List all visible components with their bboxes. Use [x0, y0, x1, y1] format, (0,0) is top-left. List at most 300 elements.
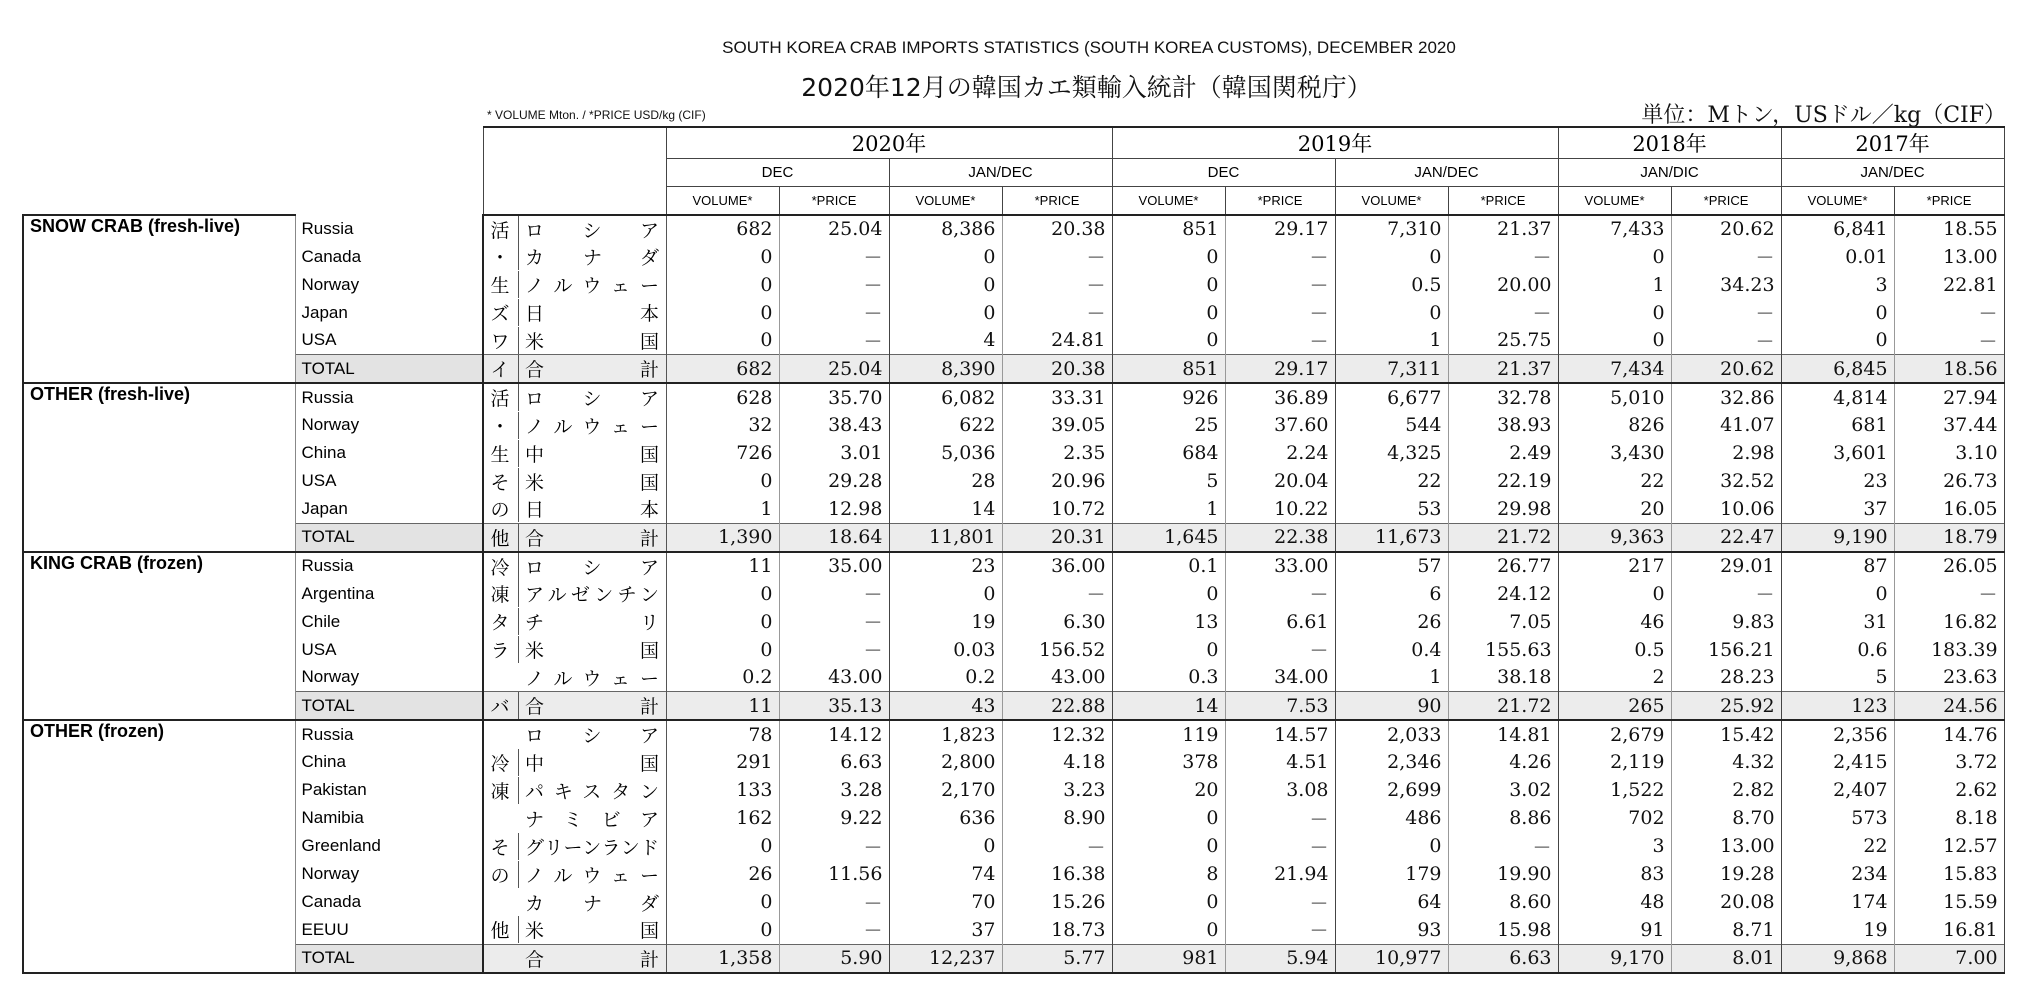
crab-imports-table	[22, 126, 2005, 974]
volume-cell: 0.6	[1781, 636, 1894, 664]
volume-cell: 0	[1112, 804, 1225, 832]
country-name: Canada	[301, 892, 362, 911]
table-body	[23, 215, 2004, 973]
country-name: USA	[301, 471, 337, 490]
volume-cell: 12,237	[889, 944, 1002, 973]
volume-cell: 11,673	[1335, 523, 1448, 552]
period-header: DEC	[666, 159, 889, 187]
jp-category-char: ・	[484, 412, 519, 439]
volume-cell: 0	[1112, 636, 1225, 664]
price-cell: －	[1225, 327, 1335, 355]
volume-cell: 7,434	[1558, 355, 1671, 384]
price-cell: －	[1002, 832, 1112, 860]
volume-cell: 9,190	[1781, 523, 1894, 552]
price-cell: 20.38	[1002, 215, 1112, 243]
price-cell: 34.00	[1225, 664, 1335, 692]
volume-cell: 20	[1558, 495, 1671, 523]
price-cell: 35.13	[779, 692, 889, 721]
price-cell: 2.98	[1671, 439, 1781, 467]
price-cell: 6.61	[1225, 608, 1335, 636]
price-cell: －	[779, 636, 889, 664]
price-cell: 19.90	[1448, 860, 1558, 888]
volume-cell: 1,358	[666, 944, 779, 973]
volume-cell: 5	[1781, 664, 1894, 692]
price-cell: 35.70	[779, 383, 889, 411]
volume-cell: 2,415	[1781, 748, 1894, 776]
jp-label-cell	[483, 327, 666, 355]
price-cell: 12.32	[1002, 720, 1112, 748]
volume-cell: 9,868	[1781, 944, 1894, 973]
table-row	[23, 215, 2004, 243]
jp-country-name: 合計	[525, 359, 659, 381]
volume-cell: 0	[1335, 243, 1448, 271]
price-cell: 37.44	[1894, 411, 2004, 439]
price-cell: 33.31	[1002, 383, 1112, 411]
price-cell: 10.72	[1002, 495, 1112, 523]
volume-cell: 123	[1781, 692, 1894, 721]
price-cell: 6.30	[1002, 608, 1112, 636]
price-cell: 25.04	[779, 215, 889, 243]
volume-cell: 6,082	[889, 383, 1002, 411]
volume-cell: 0.5	[1558, 636, 1671, 664]
jp-label-cell	[483, 355, 666, 384]
jp-label-cell	[483, 636, 666, 664]
metric-header: VOLUME*	[666, 187, 779, 215]
volume-cell: 4	[889, 327, 1002, 355]
volume-cell: 91	[1558, 916, 1671, 944]
total-row	[23, 944, 2004, 973]
period-header: JAN/DIC	[1558, 159, 1781, 187]
volume-cell: 7,310	[1335, 215, 1448, 243]
jp-label-cell	[483, 608, 666, 636]
volume-cell: 1	[1335, 327, 1448, 355]
volume-cell: 0	[1112, 299, 1225, 327]
price-cell: 3.28	[779, 776, 889, 804]
jp-category-char: 凍	[484, 777, 519, 804]
jp-country-name: 中国	[525, 752, 659, 775]
price-cell: 36.00	[1002, 552, 1112, 580]
price-cell: 9.83	[1671, 608, 1781, 636]
year-header-row	[23, 127, 2004, 159]
volume-cell: 7,433	[1558, 215, 1671, 243]
volume-cell: 378	[1112, 748, 1225, 776]
metric-header: *PRICE	[1002, 187, 1112, 215]
volume-cell: 9,170	[1558, 944, 1671, 973]
price-cell: 20.62	[1671, 215, 1781, 243]
price-cell: 12.57	[1894, 832, 2004, 860]
country-name: Russia	[301, 556, 354, 575]
volume-cell: 32	[666, 411, 779, 439]
jp-country-name: ロシア	[525, 219, 659, 242]
country-name: USA	[301, 639, 337, 659]
price-cell: 4.32	[1671, 748, 1781, 776]
price-cell: 7.00	[1894, 944, 2004, 973]
price-cell: 11.56	[779, 860, 889, 888]
volume-cell: 1,823	[889, 720, 1002, 748]
volume-cell: 19	[1781, 916, 1894, 944]
volume-cell: 0.5	[1335, 271, 1448, 299]
jp-category-char: 活	[484, 384, 519, 411]
price-cell: 43.00	[779, 664, 889, 692]
price-cell: 36.89	[1225, 383, 1335, 411]
price-cell: －	[1225, 804, 1335, 832]
volume-cell: 0	[889, 580, 1002, 608]
price-cell: 29.01	[1671, 552, 1781, 580]
volume-cell: 83	[1558, 860, 1671, 888]
jp-category-char: 凍	[484, 580, 519, 607]
price-cell: 43.00	[1002, 664, 1112, 692]
price-cell: 21.72	[1448, 692, 1558, 721]
total-label: TOTAL	[295, 692, 483, 721]
price-cell: 22.47	[1671, 523, 1781, 552]
jp-country-name: 米国	[525, 640, 659, 662]
jp-country-name: チリ	[525, 612, 659, 634]
price-cell: －	[779, 888, 889, 916]
price-cell: －	[1225, 299, 1335, 327]
volume-cell: 0	[889, 243, 1002, 271]
price-cell: 20.08	[1671, 888, 1781, 916]
volume-cell: 5	[1112, 467, 1225, 495]
jp-country-name: カナダ	[525, 247, 659, 269]
price-cell: 15.59	[1894, 888, 2004, 916]
period-header: JAN/DEC	[889, 159, 1112, 187]
table-row	[23, 776, 2004, 804]
year-header-2020: 2020年	[666, 127, 1112, 159]
price-cell: 18.55	[1894, 215, 2004, 243]
volume-cell: 2	[1558, 664, 1671, 692]
volume-cell: 0	[1558, 299, 1671, 327]
jp-country-name: 米国	[525, 471, 659, 494]
table-row	[23, 243, 2004, 271]
price-cell: 8.60	[1448, 888, 1558, 916]
table-row	[23, 299, 2004, 327]
jp-category-char: 冷	[484, 553, 519, 580]
price-cell: 21.37	[1448, 355, 1558, 384]
volume-cell: 8,390	[889, 355, 1002, 384]
jp-category-char: ・	[484, 243, 519, 270]
country-name: Russia	[301, 387, 354, 407]
country-name: Japan	[301, 302, 348, 322]
price-cell: 26.73	[1894, 467, 2004, 495]
volume-cell: 0.2	[889, 664, 1002, 692]
unit-note-jp: 単位：Mトン，USドル／kg（CIF）	[1641, 103, 2006, 128]
volume-cell: 0	[666, 608, 779, 636]
jp-label-cell	[483, 944, 666, 973]
country-name: Canada	[301, 246, 362, 266]
volume-cell: 0	[889, 271, 1002, 299]
volume-cell: 0	[1112, 580, 1225, 608]
jp-country-name: 合計	[525, 527, 659, 550]
volume-cell: 0	[666, 327, 779, 355]
volume-cell: 1,390	[666, 523, 779, 552]
volume-cell: 0.4	[1335, 636, 1448, 664]
price-cell: －	[779, 580, 889, 608]
price-cell: 14.57	[1225, 720, 1335, 748]
volume-cell: 682	[666, 355, 779, 384]
jp-category-char: ワ	[484, 327, 519, 354]
price-cell: 18.56	[1894, 355, 2004, 384]
jp-category-char: そ	[484, 468, 519, 495]
volume-cell: 23	[1781, 467, 1894, 495]
price-cell: 26.77	[1448, 552, 1558, 580]
jp-category-char: 冷	[484, 749, 519, 776]
volume-cell: 851	[1112, 355, 1225, 384]
volume-cell: 0.01	[1781, 243, 1894, 271]
price-cell: 4.26	[1448, 748, 1558, 776]
price-cell: －	[1002, 299, 1112, 327]
country-name: Norway	[301, 415, 360, 434]
table-row	[23, 804, 2004, 832]
price-cell: －	[1225, 888, 1335, 916]
jp-country-name: ロシア	[525, 388, 659, 410]
price-cell: －	[1448, 243, 1558, 271]
volume-cell: 11	[666, 692, 779, 721]
price-cell: 2.35	[1002, 439, 1112, 467]
price-cell: 18.79	[1894, 523, 2004, 552]
volume-cell: 0	[1558, 243, 1671, 271]
price-cell: 155.63	[1448, 636, 1558, 664]
price-cell: －	[1225, 636, 1335, 664]
volume-cell: 1	[666, 495, 779, 523]
volume-cell: 4,814	[1781, 383, 1894, 411]
volume-cell: 13	[1112, 608, 1225, 636]
volume-cell: 0	[1112, 888, 1225, 916]
price-cell: 26.05	[1894, 552, 2004, 580]
volume-cell: 1	[1558, 271, 1671, 299]
volume-cell: 8	[1112, 860, 1225, 888]
volume-cell: 726	[666, 439, 779, 467]
price-cell: 15.42	[1671, 720, 1781, 748]
price-cell: 10.06	[1671, 495, 1781, 523]
volume-cell: 3	[1558, 832, 1671, 860]
jp-label-cell	[483, 860, 666, 888]
table-row	[23, 664, 2004, 692]
volume-cell: 486	[1335, 804, 1448, 832]
price-cell: 24.81	[1002, 327, 1112, 355]
price-cell: 16.82	[1894, 608, 2004, 636]
jp-label-cell	[483, 523, 666, 552]
price-cell: 27.94	[1894, 383, 2004, 411]
volume-cell: 28	[889, 467, 1002, 495]
jp-category-char: 他	[484, 916, 519, 943]
price-cell: 19.28	[1671, 860, 1781, 888]
metric-header: VOLUME*	[1781, 187, 1894, 215]
price-cell: 3.08	[1225, 776, 1335, 804]
volume-cell: 0	[666, 467, 779, 495]
price-cell: 15.98	[1448, 916, 1558, 944]
volume-cell: 57	[1335, 552, 1448, 580]
volume-cell: 22	[1781, 832, 1894, 860]
jp-country-name: ロシア	[525, 556, 659, 579]
country-name: Chile	[301, 611, 341, 631]
volume-cell: 0	[1112, 916, 1225, 944]
jp-label-cell	[483, 439, 666, 467]
volume-cell: 2,170	[889, 776, 1002, 804]
volume-cell: 64	[1335, 888, 1448, 916]
price-cell: 15.26	[1002, 888, 1112, 916]
volume-cell: 0	[1781, 299, 1894, 327]
volume-cell: 74	[889, 860, 1002, 888]
report-title-en: SOUTH KOREA CRAB IMPORTS STATISTICS (SOUTH KOREA CUSTOMS), DECEMBER 2020	[722, 38, 1456, 57]
volume-cell: 20	[1112, 776, 1225, 804]
price-cell: 3.10	[1894, 439, 2004, 467]
volume-cell: 684	[1112, 439, 1225, 467]
jp-label-cell	[483, 215, 666, 243]
jp-country-name: 合計	[525, 948, 659, 971]
price-cell: －	[779, 832, 889, 860]
volume-cell: 573	[1781, 804, 1894, 832]
country-name: USA	[301, 330, 337, 350]
volume-cell: 2,119	[1558, 748, 1671, 776]
total-label: TOTAL	[295, 944, 483, 973]
table-row	[23, 495, 2004, 523]
price-cell: －	[779, 299, 889, 327]
price-cell: 35.00	[779, 552, 889, 580]
volume-cell: 22	[1558, 467, 1671, 495]
jp-country-name: 米国	[525, 330, 659, 353]
price-cell: －	[1002, 271, 1112, 299]
volume-cell: 119	[1112, 720, 1225, 748]
table-row	[23, 327, 2004, 355]
price-cell: 29.17	[1225, 355, 1335, 384]
price-cell: －	[1225, 243, 1335, 271]
price-cell: 20.00	[1448, 271, 1558, 299]
table-row	[23, 552, 2004, 580]
price-cell: 2.82	[1671, 776, 1781, 804]
volume-cell: 0	[666, 636, 779, 664]
volume-cell: 8,386	[889, 215, 1002, 243]
price-cell: －	[1002, 243, 1112, 271]
volume-cell: 43	[889, 692, 1002, 721]
period-header: DEC	[1112, 159, 1335, 187]
jp-country-name: アルゼンチン	[525, 584, 659, 606]
price-cell: 2.24	[1225, 439, 1335, 467]
volume-cell: 6,845	[1781, 355, 1894, 384]
jp-label-cell	[483, 243, 666, 271]
price-cell: 4.51	[1225, 748, 1335, 776]
volume-cell: 90	[1335, 692, 1448, 721]
price-cell: 8.18	[1894, 804, 2004, 832]
price-cell: －	[1448, 832, 1558, 860]
table-row	[23, 832, 2004, 860]
volume-cell: 1,645	[1112, 523, 1225, 552]
price-cell: －	[1894, 299, 2004, 327]
price-cell: －	[779, 243, 889, 271]
volume-cell: 0	[666, 888, 779, 916]
country-name: Greenland	[301, 836, 381, 855]
volume-cell: 9,363	[1558, 523, 1671, 552]
volume-cell: 87	[1781, 552, 1894, 580]
price-cell: －	[779, 608, 889, 636]
metric-header: *PRICE	[1448, 187, 1558, 215]
jp-country-name: ノルウェー	[525, 864, 659, 887]
metric-header: VOLUME*	[889, 187, 1002, 215]
price-cell: 25.75	[1448, 327, 1558, 355]
volume-cell: 2,356	[1781, 720, 1894, 748]
price-cell: 37.60	[1225, 411, 1335, 439]
price-cell: －	[1225, 832, 1335, 860]
volume-cell: 0	[1781, 580, 1894, 608]
category-label: SNOW CRAB (fresh-live)	[23, 215, 295, 384]
price-cell: －	[1894, 580, 2004, 608]
report-title-jp: 2020年12月の韓国カエ類輸入統計（韓国関税庁）	[801, 73, 1372, 102]
price-cell: 32.86	[1671, 383, 1781, 411]
price-cell: 156.52	[1002, 636, 1112, 664]
volume-cell: 26	[1335, 608, 1448, 636]
jp-label-cell	[483, 271, 666, 299]
price-cell: 14.81	[1448, 720, 1558, 748]
table-row	[23, 411, 2004, 439]
price-cell: －	[1671, 299, 1781, 327]
jp-category-char: タ	[484, 608, 519, 635]
volume-cell: 0	[666, 299, 779, 327]
jp-category-char: ラ	[484, 636, 519, 663]
volume-cell: 0	[1112, 271, 1225, 299]
price-cell: 20.96	[1002, 467, 1112, 495]
jp-category-char: 活	[484, 216, 519, 243]
volume-cell: 0	[666, 271, 779, 299]
volume-cell: 133	[666, 776, 779, 804]
table-row	[23, 383, 2004, 411]
period-header-row	[23, 159, 2004, 187]
volume-cell: 2,800	[889, 748, 1002, 776]
table-row	[23, 608, 2004, 636]
table-row	[23, 636, 2004, 664]
total-row	[23, 355, 2004, 384]
price-cell: 13.00	[1671, 832, 1781, 860]
country-name: China	[301, 752, 346, 771]
price-cell: 33.00	[1225, 552, 1335, 580]
volume-cell: 4,325	[1335, 439, 1448, 467]
jp-label-cell	[483, 692, 666, 721]
price-cell: 8.90	[1002, 804, 1112, 832]
volume-cell: 93	[1335, 916, 1448, 944]
jp-label-cell	[483, 916, 666, 944]
price-cell: －	[1225, 916, 1335, 944]
price-cell: 21.72	[1448, 523, 1558, 552]
price-cell: 3.02	[1448, 776, 1558, 804]
jp-category-char: イ	[484, 355, 519, 382]
price-cell: 12.98	[779, 495, 889, 523]
volume-cell: 70	[889, 888, 1002, 916]
volume-cell: 1	[1335, 664, 1448, 692]
volume-cell: 2,699	[1335, 776, 1448, 804]
price-cell: 18.73	[1002, 916, 1112, 944]
price-cell: 20.04	[1225, 467, 1335, 495]
price-cell: 9.22	[779, 804, 889, 832]
jp-label-cell	[483, 467, 666, 495]
price-cell: 28.23	[1671, 664, 1781, 692]
jp-category-char: そ	[484, 833, 519, 860]
price-cell: －	[1671, 327, 1781, 355]
jp-label-cell	[483, 748, 666, 776]
volume-cell: 0	[666, 916, 779, 944]
jp-category-char: の	[484, 861, 519, 888]
price-cell: －	[1671, 580, 1781, 608]
volume-cell: 6,677	[1335, 383, 1448, 411]
jp-country-name: パキスタン	[525, 780, 659, 803]
price-cell: 38.18	[1448, 664, 1558, 692]
price-cell: 20.62	[1671, 355, 1781, 384]
price-cell: 18.64	[779, 523, 889, 552]
price-cell: 39.05	[1002, 411, 1112, 439]
price-cell: 8.86	[1448, 804, 1558, 832]
price-cell: 6.63	[1448, 944, 1558, 973]
category-label: OTHER (frozen)	[23, 720, 295, 973]
volume-cell: 0	[1558, 580, 1671, 608]
jp-category-char: 生	[484, 440, 519, 467]
volume-cell: 78	[666, 720, 779, 748]
